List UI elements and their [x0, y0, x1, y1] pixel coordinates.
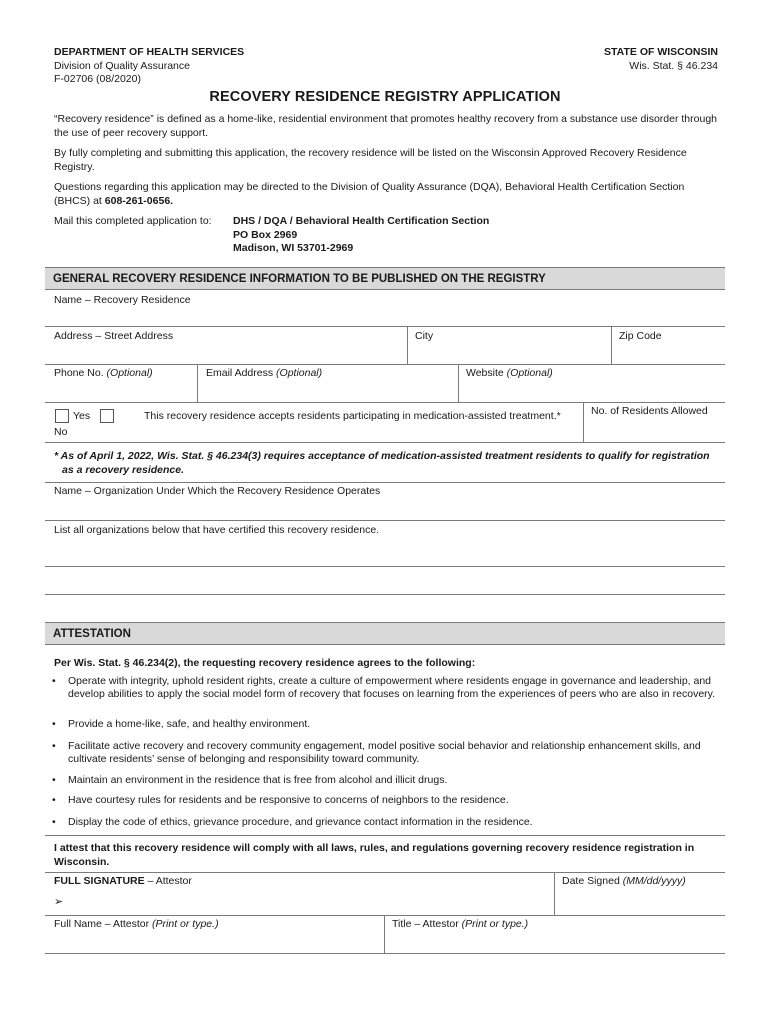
form-number: F-02706 (08/2020): [54, 73, 141, 85]
full-name-label-text: Full Name – Attestor: [54, 918, 153, 930]
list-item-text: Operate with integrity, uphold resident rights, create a culture of empowerment where residents engage in governance and leadership, and develop abilities to apply the social model form of recovery that focuses on learning from the experiences of peers who are also in recovery.: [68, 675, 716, 700]
full-name-field[interactable]: [45, 933, 384, 953]
mat-yes-checkbox[interactable]: [55, 409, 69, 423]
bullet-icon: •: [52, 740, 56, 752]
questions-text: Questions regarding this application may be directed to the Division of Quality Assurance (DQA), Behavioral Health Certification Section (BHCS) at: [54, 181, 685, 207]
website-label-text: Website: [466, 367, 507, 379]
zip-code-field[interactable]: [612, 344, 725, 364]
state-name: STATE OF WISCONSIN: [604, 46, 718, 58]
certifications-field-line1[interactable]: [45, 540, 725, 566]
divider: [45, 364, 725, 365]
full-name-hint: (Print or type.): [152, 918, 219, 930]
city-label: City: [415, 330, 434, 342]
statute-reference: Wis. Stat. § 46.234: [629, 59, 718, 72]
mat-statement: This recovery residence accepts residents participating in medication-assisted treatment.*: [144, 410, 561, 422]
date-label-text: Date Signed: [562, 875, 623, 887]
attestation-intro: Per Wis. Stat. § 46.234(2), the requesting recovery residence agrees to the following:: [54, 657, 476, 669]
header-right: [604, 46, 718, 73]
email-optional: (Optional): [276, 367, 323, 379]
residence-name-field[interactable]: [45, 308, 725, 326]
list-item: [52, 740, 722, 774]
website-field[interactable]: [459, 382, 725, 402]
divider: [45, 594, 725, 595]
divider: [45, 520, 725, 521]
division-name: Division of Quality Assurance: [54, 59, 190, 72]
signature-field[interactable]: [70, 890, 553, 915]
date-format-hint: (MM/dd/yyyy): [622, 875, 686, 887]
mail-label: Mail this completed application to:: [54, 215, 212, 227]
list-item-text: Display the code of ethics, grievance procedure, and grievance contact information in the residence.: [68, 816, 533, 828]
phone-label: [54, 367, 153, 381]
yes-label: Yes: [73, 410, 91, 422]
divider: [45, 326, 725, 327]
list-item-text: Maintain an environment in the residence that is free from alcohol and illicit drugs.: [68, 774, 448, 786]
list-item-text: Have courtesy rules for residents and be responsive to concerns of neighbors to the residence.: [68, 794, 509, 806]
street-address-field[interactable]: [45, 344, 407, 364]
mail-address: [233, 215, 489, 256]
email-label-text: Email Address: [206, 367, 277, 379]
website-optional: (Optional): [506, 367, 553, 379]
divider: [45, 402, 725, 403]
title-field[interactable]: [385, 933, 725, 953]
divider: [45, 953, 725, 954]
list-item: [52, 774, 722, 794]
organization-field[interactable]: [45, 499, 725, 520]
email-label: [206, 367, 322, 381]
mat-footnote: * As of April 1, 2022, Wis. Stat. § 46.234(3) requires acceptance of medication-assisted treatment residents to qualify for registration as a recovery residence.: [54, 450, 710, 476]
mat-no-checkbox[interactable]: [100, 409, 114, 423]
divider: [45, 872, 725, 873]
city-field[interactable]: [408, 344, 611, 364]
signature-label: [54, 875, 192, 889]
list-item-text: Provide a home-like, safe, and healthy environment.: [68, 718, 311, 730]
name-label: Name – Recovery Residence: [54, 294, 191, 306]
title-label: [392, 918, 528, 932]
bullet-icon: •: [52, 794, 56, 806]
website-label: [466, 367, 553, 381]
title-label-text: Title – Attestor: [392, 918, 462, 930]
phone-label-text: Phone No.: [54, 367, 107, 379]
form-title: RECOVERY RESIDENCE REGISTRY APPLICATION: [209, 89, 561, 105]
signature-label-suffix: – Attestor: [144, 875, 192, 887]
full-name-label: [54, 918, 219, 932]
bullet-icon: •: [52, 774, 56, 786]
divider: [45, 835, 725, 836]
bullet-icon: •: [52, 816, 56, 828]
list-item: [52, 794, 722, 816]
date-signed-label: [562, 875, 686, 889]
list-item: [52, 718, 722, 740]
header-left: [54, 46, 244, 87]
intro-definition: “Recovery residence” is defined as a home-like, residential environment that promotes healthy recovery from a substance use disorder through the use of peer recovery support.: [54, 113, 717, 139]
general-section-heading: GENERAL RECOVERY RESIDENCE INFORMATION TO BE PUBLISHED ON THE REGISTRY: [45, 267, 725, 290]
date-signed-field[interactable]: [555, 890, 725, 915]
divider: [45, 442, 725, 443]
zip-label: Zip Code: [619, 330, 662, 342]
mail-address-line2: PO Box 2969: [233, 228, 298, 241]
residents-allowed-label: No. of Residents Allowed: [591, 405, 708, 417]
list-item: [52, 816, 722, 832]
divider: [45, 915, 725, 916]
intro-questions: [54, 181, 718, 208]
signature-label-bold: FULL SIGNATURE: [54, 875, 145, 887]
email-field[interactable]: [198, 382, 458, 402]
mail-address-line1: DHS / DQA / Behavioral Health Certification Section: [233, 215, 490, 227]
attestation-list: [52, 675, 722, 832]
bullet-icon: •: [52, 718, 56, 730]
signature-arrow-icon: ➢: [54, 896, 64, 908]
no-label: No: [54, 426, 68, 438]
address-label: Address – Street Address: [54, 330, 174, 342]
divider: [45, 482, 725, 483]
title-hint: (Print or type.): [461, 918, 529, 930]
phone-field[interactable]: [45, 382, 197, 402]
bhcs-phone: 608-261-0656.: [104, 194, 174, 207]
bullet-icon: •: [52, 675, 56, 687]
mail-address-line3: Madison, WI 53701-2969: [233, 242, 354, 254]
certifications-label: List all organizations below that have certified this recovery residence.: [54, 524, 380, 536]
intro-registry: By fully completing and submitting this application, the recovery residence will be listed on the Wisconsin Approved Recovery Residence Registry.: [54, 147, 687, 173]
list-item-text: Facilitate active recovery and recovery community engagement, model positive social behavior and relationship enhancement skills, and cultivate residents’ sense of belonging and responsibility toward community.: [68, 740, 701, 765]
attestation-statement: I attest that this recovery residence will comply with all laws, rules, and regulations governing recovery residence registration in Wisconsin.: [54, 842, 695, 868]
phone-optional: (Optional): [106, 367, 153, 379]
department-name: DEPARTMENT OF HEALTH SERVICES: [54, 46, 245, 58]
certifications-field-line2[interactable]: [45, 567, 725, 593]
organization-label: Name – Organization Under Which the Recovery Residence Operates: [54, 485, 381, 497]
list-item: [52, 675, 722, 718]
attestation-section-heading: ATTESTATION: [45, 622, 725, 645]
residents-allowed-field[interactable]: [584, 420, 725, 442]
